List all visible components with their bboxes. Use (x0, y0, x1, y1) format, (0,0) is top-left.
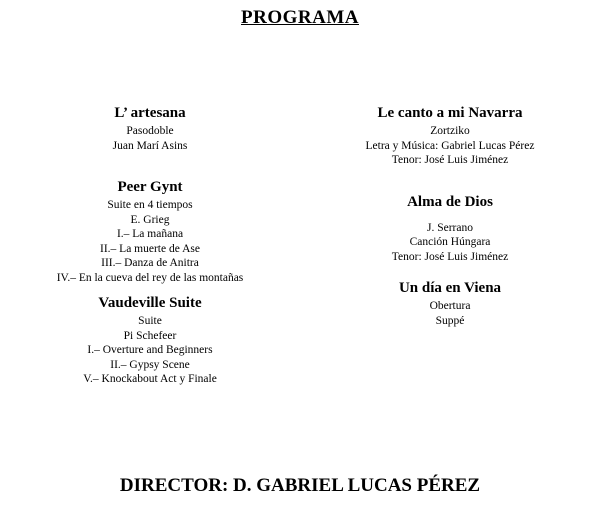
piece-detail: Juan Marí Asins (112, 139, 188, 152)
program-piece (0, 293, 300, 387)
right-column (300, 103, 600, 387)
piece-detail: Letra y Música: Gabriel Lucas Pérez (365, 139, 535, 152)
piece-detail: IV.– En la cueva del rey de las montañas (56, 271, 244, 284)
column-spacer (0, 153, 300, 177)
program-piece (0, 103, 300, 153)
program-piece (300, 192, 600, 265)
program-piece (0, 177, 300, 285)
piece-detail: Obertura (429, 300, 471, 312)
page-title: PROGRAMA (241, 7, 359, 28)
piece-detail: Zortziko (430, 125, 470, 137)
piece-title: Un día en Viena (398, 280, 502, 296)
column-spacer (300, 264, 600, 278)
program-piece (300, 278, 600, 328)
piece-detail: II.– Gypsy Scene (110, 358, 190, 371)
left-column (0, 103, 300, 387)
piece-detail: Canción Húngara (409, 236, 491, 248)
piece-detail: I.– Overture and Beginners (87, 344, 213, 356)
piece-title: Alma de Dios (407, 193, 493, 210)
piece-detail: II.– La muerte de Ase (100, 242, 200, 255)
piece-detail: Tenor: José Luis Jiménez (391, 154, 509, 166)
piece-detail: V.– Knockabout Act y Finale (83, 373, 217, 385)
piece-detail: E. Grieg (130, 213, 170, 226)
piece-detail: I.– La mañana (116, 228, 184, 240)
piece-detail: Suite (138, 315, 162, 327)
program-page (0, 7, 600, 507)
piece-detail: Suite en 4 tiempos (107, 199, 193, 211)
piece-detail: III.– Danza de Anitra (101, 257, 199, 269)
piece-detail: J. Serrano (427, 221, 473, 234)
piece-title: L’ artesana (114, 105, 186, 121)
piece-title: Le canto a mi Navarra (377, 105, 523, 121)
piece-detail: Pasodoble (126, 125, 174, 137)
column-spacer (300, 168, 600, 192)
program-piece (300, 103, 600, 168)
piece-detail: Suppé (435, 314, 465, 327)
piece-detail: Tenor: José Luis Jiménez (391, 250, 509, 263)
column-spacer (0, 285, 300, 293)
piece-title: Vaudeville Suite (98, 295, 202, 311)
program-columns (0, 103, 600, 387)
piece-title: Peer Gynt (117, 179, 183, 195)
director-line: DIRECTOR: D. GABRIEL LUCAS PÉREZ (119, 475, 481, 496)
piece-detail: Pi Schefeer (123, 329, 177, 342)
piece-spacer (300, 213, 600, 221)
